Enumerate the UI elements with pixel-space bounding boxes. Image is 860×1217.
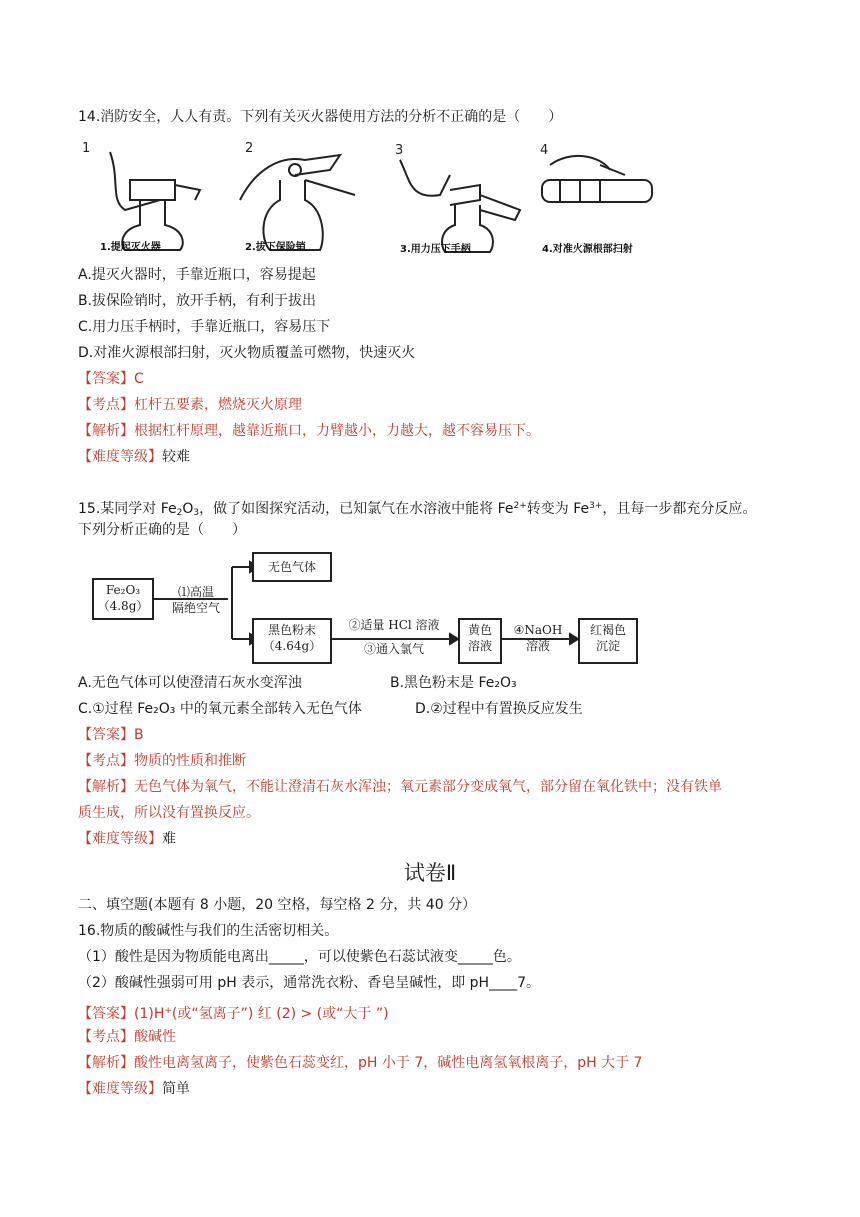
label-step2: ②适量 HCl 溶液 <box>348 618 440 632</box>
q14-analysis: 【解析】根据杠杆原理，越靠近瓶口，力臂越小，力越大，越不容易压下。 <box>78 423 540 439</box>
step3-caption: 3.用力压下手柄 <box>400 244 471 255</box>
q14-option-a: A.提灭火器时，手靠近瓶口，容易提起 <box>78 267 316 283</box>
part2-heading: 二、填空题(本题有 8 小题，20 空格，每空格 2 分，共 40 分） <box>78 897 477 913</box>
svg-text:2: 2 <box>245 141 254 156</box>
q15-level: 【难度等级】难 <box>78 831 176 847</box>
step1-caption: 1.提起灭火器 <box>100 242 161 253</box>
q16-stem: 16.物质的酸碱性与我们的生活密切相关。 <box>78 923 339 939</box>
q14-option-b: B.拔保险销时，放开手柄，有利于拔出 <box>78 293 317 309</box>
q14-level: 【难度等级】较难 <box>78 449 190 465</box>
q15-point: 【考点】物质的性质和推断 <box>78 753 246 769</box>
label-step3: ③通入氯气 <box>363 642 424 656</box>
q16-sub2: （2）酸碱性强弱可用 pH 表示，通常洗衣粉、香皂呈碱性，即 pH____7。 <box>78 975 540 991</box>
box-red-brown-precipitate: 红褐色 沉淀 <box>578 618 638 664</box>
box-fe2o3: Fe₂O₃ （4.8g） <box>92 578 154 620</box>
box-yellow-solution: 黄色 溶液 <box>458 618 502 664</box>
svg-text:3: 3 <box>395 143 404 158</box>
q14-point: 【考点】杠杆五要素，燃烧灭火原理 <box>78 397 302 413</box>
q14-option-d: D.对准火源根部扫射，灭火物质覆盖可燃物，快速灭火 <box>78 345 416 361</box>
q16-point: 【考点】酸碱性 <box>78 1029 176 1045</box>
q14-answer: 【答案】C <box>78 371 144 387</box>
svg-text:1: 1 <box>82 141 91 156</box>
q15-analysis-line2: 质生成，所以没有置换反应。 <box>78 805 260 821</box>
q15-option-c: C.①过程 Fe₂O₃ 中的氧元素全部转入无色气体 <box>78 701 362 717</box>
box-black-powder: 黑色粉末 （4.64g） <box>252 618 332 664</box>
q16-analysis: 【解析】酸性电离氢离子，使紫色石蕊变红，pH 小于 7，碱性电离氢氧根离子，pH 大于 7 <box>78 1055 643 1071</box>
q15-analysis: 【解析】无色气体为氧气，不能让澄清石灰水浑浊；氧元素部分变成氧气，部分留在氧化铁中；没有铁单 <box>78 779 722 795</box>
label-step4: ④NaOH 溶液 <box>513 623 563 653</box>
q14-stem: 14.消防安全，人人有责。下列有关灭火器使用方法的分析不正确的是（ ） <box>78 109 563 125</box>
q15-option-a: A.无色气体可以使澄清石灰水变浑浊 <box>78 675 302 691</box>
section-title: 试卷Ⅱ <box>403 861 457 885</box>
step3-image <box>395 143 520 252</box>
step4-image <box>540 143 652 202</box>
q15-stem: 15.某同学对 $Fe_2O_3$，做了如图探究活动，已知氯气在水溶液中能将 $Fe^{2+}$转变为 $Fe^{3+}$，且每一步都充分反应。 <box>78 501 757 518</box>
q16-level: 【难度等级】简单 <box>78 1081 190 1097</box>
fire-extinguisher-figure <box>80 140 680 260</box>
q15-option-d: D.②过程中有置换反应发生 <box>415 701 583 717</box>
box-colorless-gas: 无色气体 <box>252 552 332 582</box>
svg-text:4: 4 <box>540 143 549 158</box>
q15-option-b: B.黑色粉末是 Fe₂O₃ <box>390 675 517 691</box>
step1-image <box>82 141 200 250</box>
step4-caption: 4.对准火源根部扫射 <box>542 244 633 255</box>
q16-sub1: （1）酸性是因为物质能电离出_____，可以使紫色石蕊试液变_____色。 <box>78 949 521 965</box>
step2-image <box>240 141 355 250</box>
q14-option-c: C.用力压手柄时，手靠近瓶口，容易压下 <box>78 319 331 335</box>
q15-answer: 【答案】B <box>78 727 144 743</box>
step2-caption: 2.拔下保险销 <box>245 242 306 253</box>
q15-stem-line2: 下列分析正确的是（ ） <box>78 522 246 538</box>
label-step1: ⑴高温 隔绝空气 <box>171 585 220 615</box>
q16-answer: 【答案】(1)H+(或“氢离子”) 红 (2) > (或“大于 ”) <box>78 1006 389 1022</box>
